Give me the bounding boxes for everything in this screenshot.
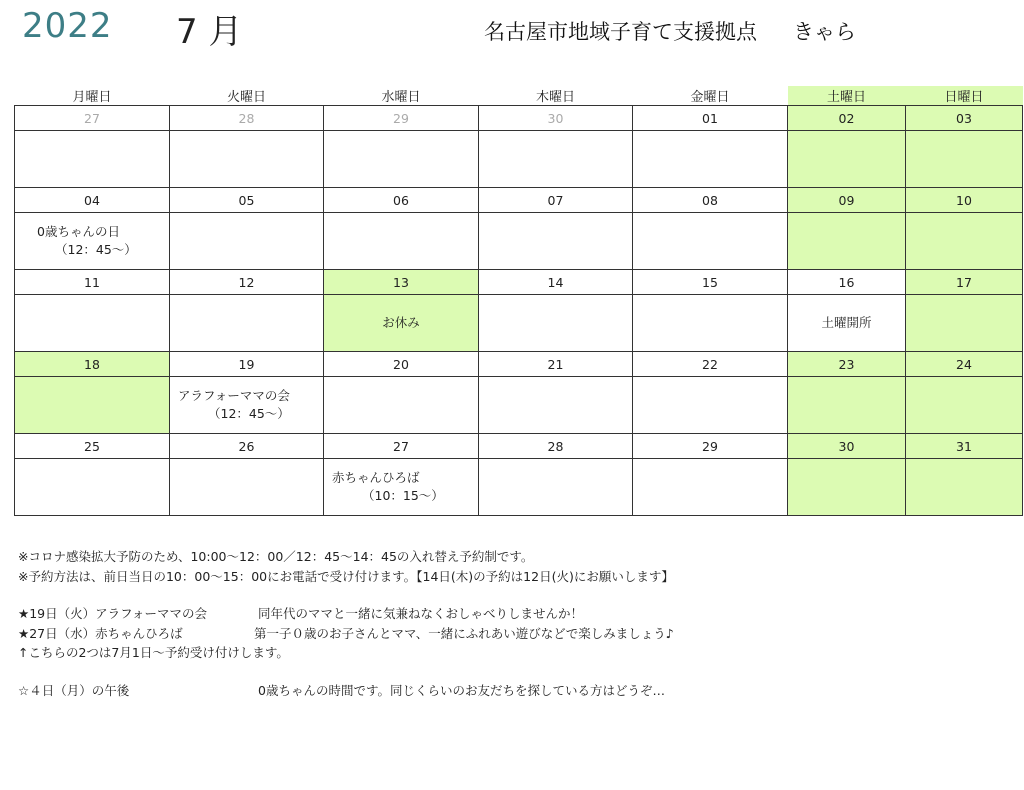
note-line <box>18 567 674 587</box>
weekday-header-row <box>15 86 1023 106</box>
day-number: 11 <box>15 270 170 295</box>
event-text-line: お休み <box>382 315 420 330</box>
day-cell <box>324 131 479 188</box>
note-reservation-exception: 【14日(木)の予約は12日(火)にお願いします】 <box>410 568 674 584</box>
day-number: 03 <box>906 106 1023 131</box>
event-label <box>170 387 323 423</box>
day-cell <box>324 459 479 516</box>
day-number: 27 <box>324 434 479 459</box>
day-number: 16 <box>788 270 906 295</box>
day-number: 22 <box>633 352 788 377</box>
note-event-desc: 同年代のママと一緒に気兼ねなくおしゃべりしませんか！ <box>258 606 584 621</box>
week-number-row <box>15 106 1023 131</box>
org-nickname: きゃら <box>793 20 856 44</box>
weekday-tue: 火曜日 <box>226 90 266 105</box>
event-text-line: （12：45～） <box>55 242 137 257</box>
day-cell <box>788 295 906 352</box>
note-event <box>18 624 674 644</box>
event-text-line: （10：15～） <box>362 488 444 503</box>
month-label: 7 月 <box>176 12 243 52</box>
day-number: 28 <box>170 106 324 131</box>
day-cell <box>633 295 788 352</box>
day-cell <box>170 377 324 434</box>
day-cell <box>15 295 170 352</box>
day-cell <box>324 213 479 270</box>
day-cell <box>479 213 633 270</box>
note-event <box>18 681 665 701</box>
day-cell <box>788 131 906 188</box>
day-cell <box>788 459 906 516</box>
note-event-desc: 第一子０歳のお子さんとママ、一緒にふれあい遊びなどで楽しみましょう♪ <box>254 625 674 641</box>
day-cell <box>479 377 633 434</box>
week-body-row <box>15 295 1023 352</box>
weekday-thu: 木曜日 <box>535 90 575 105</box>
day-cell <box>633 459 788 516</box>
weekday-sat: 土曜日 <box>788 86 906 106</box>
event-label <box>324 314 478 332</box>
weekday-fri: 金曜日 <box>690 90 730 105</box>
event-label <box>788 314 905 332</box>
day-cell <box>633 377 788 434</box>
org-title <box>484 16 856 46</box>
day-cell <box>170 459 324 516</box>
day-number: 01 <box>633 106 788 131</box>
day-number: 30 <box>788 434 906 459</box>
day-number: 29 <box>324 106 479 131</box>
day-cell <box>170 213 324 270</box>
day-number: 28 <box>479 434 633 459</box>
day-cell <box>170 295 324 352</box>
day-cell <box>906 131 1023 188</box>
event-text-line: （12：45～） <box>208 406 290 421</box>
event-text-line: 赤ちゃんひろば <box>332 470 420 485</box>
day-cell <box>633 131 788 188</box>
day-cell <box>906 377 1023 434</box>
day-number: 06 <box>324 188 479 213</box>
day-number: 23 <box>788 352 906 377</box>
day-number: 02 <box>788 106 906 131</box>
day-number: 08 <box>633 188 788 213</box>
day-cell <box>633 213 788 270</box>
day-number: 31 <box>906 434 1023 459</box>
day-number: 07 <box>479 188 633 213</box>
note-event <box>18 604 584 624</box>
week-body-row <box>15 377 1023 434</box>
week-number-row <box>15 352 1023 377</box>
note-event-desc: 0歳ちゃんの時間です。同じくらいのお友だちを探している方はどうぞ… <box>258 682 665 698</box>
week-body-row <box>15 459 1023 516</box>
day-number: 12 <box>170 270 324 295</box>
note-event-title: ★19日（火）アラフォーママの会 <box>18 606 207 621</box>
day-cell <box>479 131 633 188</box>
day-cell <box>170 131 324 188</box>
week-number-row <box>15 188 1023 213</box>
day-cell <box>906 459 1023 516</box>
note-reservation-method: ※予約方法は、前日当日の10：00～15：00にお電話で受け付けます。 <box>18 568 417 584</box>
event-text-line: 0歳ちゃんの日 <box>37 224 120 239</box>
weekday-sun: 日曜日 <box>906 86 1023 106</box>
day-cell <box>479 295 633 352</box>
note-event-title: ★27日（水）赤ちゃんひろば <box>18 625 183 641</box>
event-text-line: アラフォーママの会 <box>178 388 290 403</box>
day-cell <box>324 377 479 434</box>
day-cell <box>324 295 479 352</box>
event-label <box>324 469 478 505</box>
note-event-title: ☆４日（月）の午後 <box>18 682 130 698</box>
day-number: 10 <box>906 188 1023 213</box>
day-number: 15 <box>633 270 788 295</box>
day-number: 20 <box>324 352 479 377</box>
day-number: 27 <box>15 106 170 131</box>
day-number: 14 <box>479 270 633 295</box>
day-cell <box>15 377 170 434</box>
week-body-row <box>15 213 1023 270</box>
day-cell <box>15 213 170 270</box>
day-number: 17 <box>906 270 1023 295</box>
day-number: 21 <box>479 352 633 377</box>
day-number: 05 <box>170 188 324 213</box>
calendar-grid <box>14 86 1023 516</box>
day-number: 25 <box>15 434 170 459</box>
day-cell <box>479 459 633 516</box>
week-number-row <box>15 434 1023 459</box>
week-number-row <box>15 270 1023 295</box>
day-cell <box>788 213 906 270</box>
week-body-row <box>15 131 1023 188</box>
day-number: 09 <box>788 188 906 213</box>
year-label: 2022 <box>22 6 113 46</box>
day-cell <box>906 295 1023 352</box>
org-name: 名古屋市地域子育て支援拠点 <box>484 20 757 44</box>
day-cell <box>906 213 1023 270</box>
event-text-line: 土曜開所 <box>821 315 872 330</box>
day-number: 13 <box>324 270 479 295</box>
day-number: 18 <box>15 352 170 377</box>
weekday-wed: 水曜日 <box>381 90 421 105</box>
weekday-mon: 月曜日 <box>72 90 112 105</box>
day-cell <box>15 131 170 188</box>
day-number: 29 <box>633 434 788 459</box>
day-number: 26 <box>170 434 324 459</box>
day-number: 19 <box>170 352 324 377</box>
day-number: 30 <box>479 106 633 131</box>
day-number: 04 <box>15 188 170 213</box>
day-cell <box>15 459 170 516</box>
day-cell <box>788 377 906 434</box>
notes-section <box>18 547 674 700</box>
note-line: ※コロナ感染拡大予防のため、10:00～12：00／12：45～14：45の入れ替え予約制です。 <box>18 549 534 564</box>
event-label <box>15 223 169 259</box>
note-line: ↑こちらの2つは7月1日～予約受け付けします。 <box>18 645 289 660</box>
day-number: 24 <box>906 352 1023 377</box>
